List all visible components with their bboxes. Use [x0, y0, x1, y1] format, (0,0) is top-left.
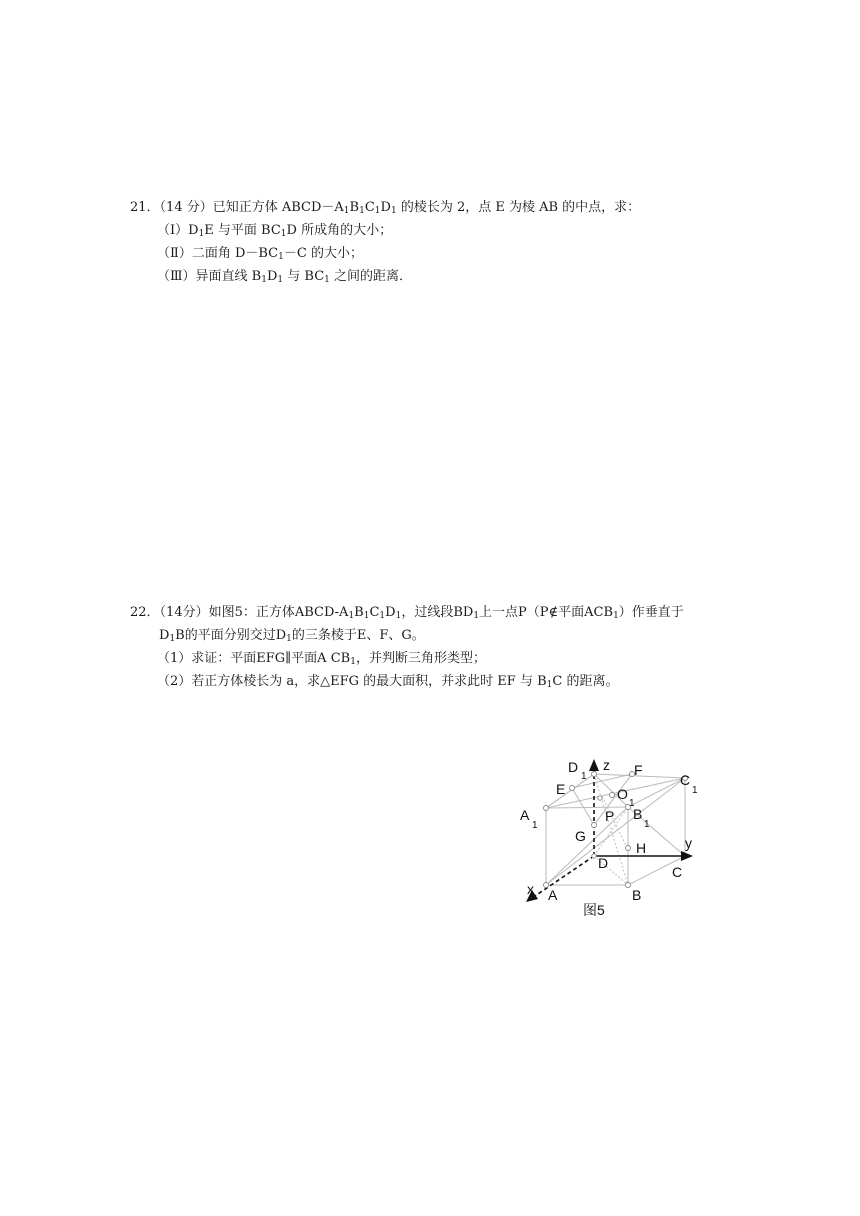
vertex-b — [626, 883, 631, 888]
diag-a-b1 — [546, 807, 628, 885]
label-o1-sub: 1 — [629, 798, 635, 809]
edge-a1-b1 — [546, 807, 628, 808]
q21-part-1: $(Ⅰ)D_1E$ 与平面 $BC_1D$ 所成角的大小； — [157, 223, 393, 239]
diag-a-c1 — [546, 778, 685, 885]
label-h: H — [636, 840, 647, 856]
label-c1-sub: 1 — [692, 785, 698, 796]
label-b: B — [632, 887, 642, 903]
q21-part-2: （Ⅱ）二面角 $D-BC_1-C$ 的大小； — [157, 246, 363, 262]
label-o1: O — [617, 786, 628, 802]
q22-line-3: （1）求证：平面EFG∥平面A $CB_1$，并判断三角形类型； — [157, 651, 486, 667]
point-o1 — [610, 793, 615, 798]
vertex-d1 — [592, 772, 597, 777]
point-o-extra — [598, 796, 602, 800]
label-e: E — [556, 781, 566, 797]
q22-line-1: 22．（14分）如图5：正方体ABCD-$A_1B_1C_1D_1$，过线段$BD_1$上一点P（P∉平面$ACB_1$）作垂直于 — [130, 605, 684, 621]
q22-line-4: （2）若正方体棱长为 a，求△EFG 的最大面积，并求此时 EF 与 $B_1C$ 的距离。 — [157, 674, 619, 690]
label-a: A — [548, 887, 558, 903]
label-a1-sub: 1 — [532, 820, 538, 831]
point-e — [570, 786, 575, 791]
label-d1-sub: 1 — [581, 771, 587, 782]
label-z: z — [603, 757, 610, 773]
z-arrow-icon — [589, 759, 599, 771]
line-e-g — [572, 788, 594, 825]
point-h — [626, 846, 631, 851]
label-g: G — [575, 828, 586, 844]
label-d: D — [598, 855, 609, 871]
q21-header: 21．（14 分）已知正方体 $ABCD-A_1B_1C_1D_1$ 的棱长为 2，点 E 为棱 AB 的中点，求： — [130, 200, 641, 216]
cube-figure-svg — [510, 752, 710, 922]
label-d1: D — [568, 759, 579, 775]
label-c: C — [672, 864, 683, 880]
figure-caption: 图5 — [583, 902, 605, 918]
label-p: P — [605, 808, 615, 824]
label-a1: A — [520, 807, 530, 823]
label-f: F — [634, 762, 643, 778]
label-y: y — [685, 835, 692, 851]
q22-line-2: $D_1B$的平面分别交过$D_1$的三条棱于E、F、G。 — [159, 628, 425, 644]
q21-part-3: （Ⅲ）异面直线 $B_1D_1$ 与 $BC_1$ 之间的距离． — [157, 269, 413, 285]
vertex-a1 — [544, 806, 549, 811]
x-axis — [532, 856, 594, 898]
label-b1: B — [633, 806, 643, 822]
label-x: x — [527, 881, 534, 897]
vertex-d — [592, 854, 596, 858]
point-g — [592, 823, 597, 828]
label-b1-sub: 1 — [644, 819, 650, 830]
cube-figure — [510, 752, 710, 922]
y-arrow-icon — [681, 851, 693, 861]
label-c1: C — [680, 772, 691, 788]
edge-c1-b1 — [628, 778, 685, 807]
